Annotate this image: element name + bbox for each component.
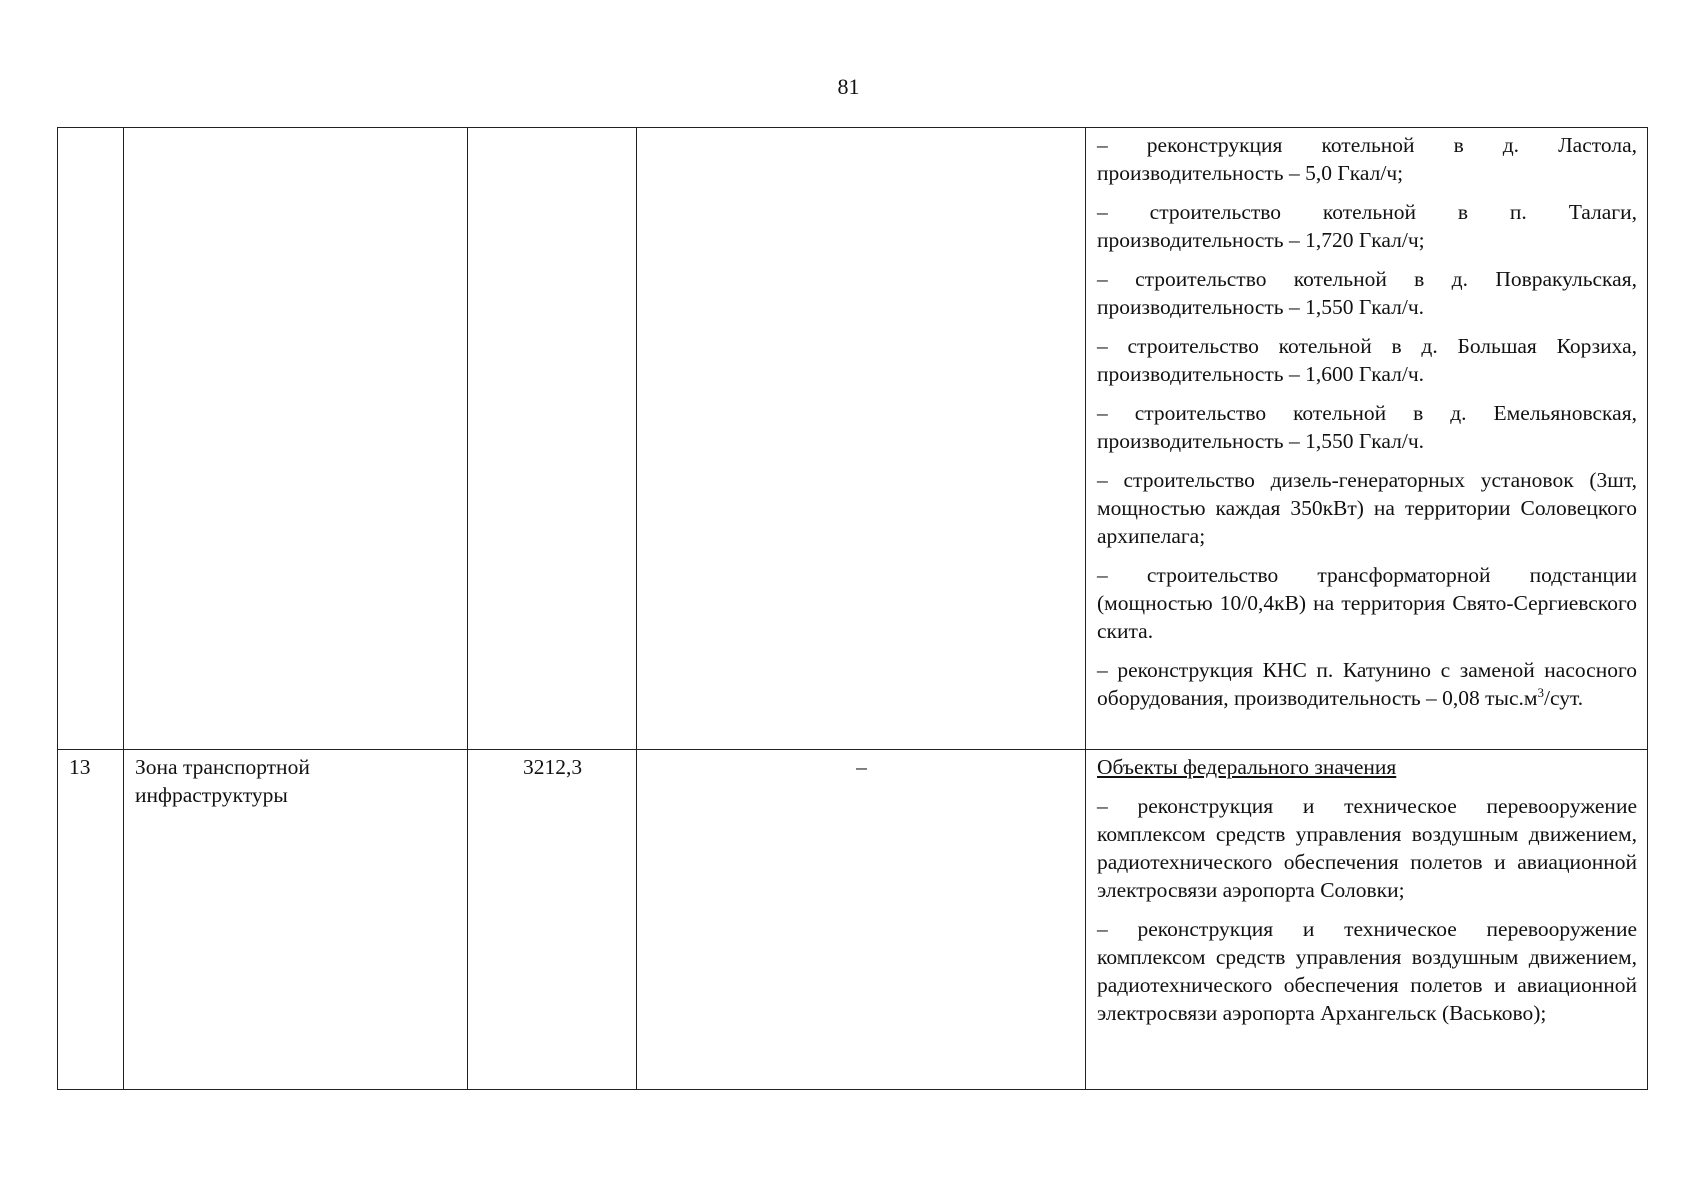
list-item: – строительство котельной в д. Емельяновская, производительность – 1,550 Гкал/ч. xyxy=(1097,401,1637,453)
list-item: – строительство котельной в д. Повракульская, производительность – 1,550 Гкал/ч. xyxy=(1097,267,1637,319)
list-item: – реконструкция и техническое перевооружение комплексом средств управления воздушным движением, радиотехнического обеспечения полетов и авиационной электросвязи аэропорта Архангельск (Васьково); xyxy=(1097,917,1637,1025)
section-heading: Объекты федерального значения xyxy=(1097,755,1397,779)
row-number-cell xyxy=(58,128,124,750)
list-item xyxy=(1097,656,1637,712)
list-item: – строительство дизель-генераторных установок (3шт, мощностью каждая 350кВт) на территории Соловецкого архипелага; xyxy=(1097,468,1637,548)
page-number: 81 xyxy=(837,74,860,99)
middle-cell: – xyxy=(637,750,1086,1090)
area-cell: 3212,3 xyxy=(468,750,637,1090)
list-item-tail: /сут. xyxy=(1544,686,1584,710)
objects-table xyxy=(57,127,1648,1090)
row-number-cell: 13 xyxy=(58,750,124,1090)
list-item: – реконструкция и техническое перевооружение комплексом средств управления воздушным движением, радиотехнического обеспечения полетов и авиационной электросвязи аэропорта Соловки; xyxy=(1097,794,1637,902)
superscript: 3 xyxy=(1537,684,1545,700)
list-item-text: – реконструкция КНС п. Катунино с заменой насосного оборудования, производительность – 0,08 тыс.м xyxy=(1097,658,1637,710)
list-item: – строительство котельной в д. Большая Корзиха, производительность – 1,600 Гкал/ч. xyxy=(1097,334,1637,386)
list-item: – строительство трансформаторной подстанции (мощностью 10/0,4кВ) на территория Свято-Сергиевского скита. xyxy=(1097,563,1637,643)
list-item: – строительство котельной в п. Талаги, производительность – 1,720 Гкал/ч; xyxy=(1097,200,1637,252)
zone-name-cell xyxy=(124,128,468,750)
table-row xyxy=(58,128,1648,750)
table-row xyxy=(58,750,1648,1090)
middle-cell xyxy=(637,128,1086,750)
objects-cell xyxy=(1086,128,1648,750)
objects-cell xyxy=(1086,750,1648,1090)
list-item: – реконструкция котельной в д. Ластола, производительность – 5,0 Гкал/ч; xyxy=(1097,133,1637,185)
area-cell xyxy=(468,128,637,750)
zone-name-cell: Зона транспортной инфраструктуры xyxy=(124,750,468,1090)
